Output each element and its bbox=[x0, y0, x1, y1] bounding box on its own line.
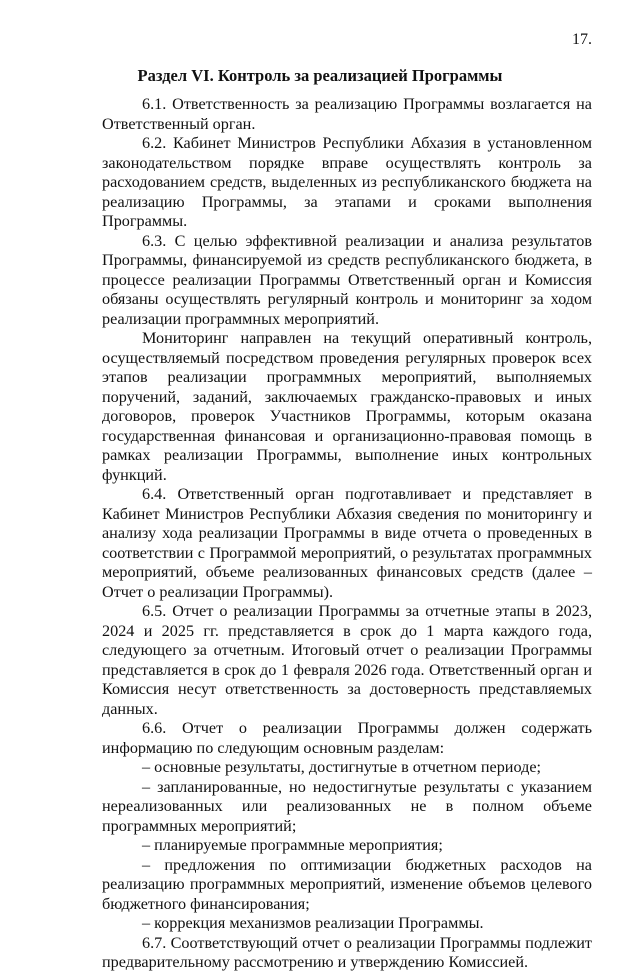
paragraph-6-1: 6.1. Ответственность за реализацию Программы возлагается на Ответственный орган. bbox=[102, 95, 592, 133]
list-item-proposals: – предложения по оптимизации бюджетных расходов на реализацию программных мероприятий, изменение объемов целевого бюджетного финансирования; bbox=[102, 855, 592, 913]
list-item-planned: – планируемые программные мероприятия; bbox=[142, 836, 443, 854]
list-item-correction: – коррекция механизмов реализации Программы. bbox=[142, 914, 484, 932]
paragraph-6-6: 6.6. Отчет о реализации Программы должен содержать информацию по следующим основным разделам: bbox=[102, 719, 592, 757]
list-item-results: – основные результаты, достигнутые в отчетном периоде; bbox=[142, 758, 541, 776]
page-number: 17. bbox=[572, 31, 592, 48]
paragraph-6-7: 6.7. Соответствующий отчет о реализации Программы подлежит предварительному рассмотрению и утверждению Комиссией. bbox=[102, 933, 592, 971]
paragraph-6-2: 6.2. Кабинет Министров Республики Абхазия в установленном законодательством порядке вправе осуществлять контроль за расходованием средств, выделенных из республиканского бюджета на реализацию Программы, за этапами и сроками выполнения Программы. bbox=[102, 134, 592, 230]
paragraph-6-3: 6.3. С целью эффективной реализации и анализа результатов Программы, финансируемой из средств республиканского бюджета, в процессе реализации Программы Ответственный орган и Комиссия обязаны осуществлять регулярный контроль и мониторинг за ходом реализации программных мероприятий. bbox=[102, 231, 592, 328]
document-body bbox=[102, 95, 592, 973]
paragraph-6-5: 6.5. Отчет о реализации Программы за отчетные этапы в 2023, 2024 и 2025 гг. представляется в срок до 1 марта каждого года, следующего за отчетным. Итоговый отчет о реализации Программы представляется в срок до 1 февраля 2026 года. Ответственный орган и Комиссия несут ответственность за достоверность представляемых данных. bbox=[102, 602, 592, 718]
section-title: Раздел VI. Контроль за реализацией Программы bbox=[137, 66, 503, 85]
list-item-unachieved: – запланированные, но недостигнутые результаты с указанием нереализованных или реализованных не в полном объеме программных мероприятий; bbox=[102, 777, 592, 835]
paragraph-6-4: 6.4. Ответственный орган подготавливает и представляет в Кабинет Министров Республики Абхазия сведения по мониторингу и анализу хода реализации Программы в виде отчета о проведенных в соответствии с Программой мероприятий, о результатах программных мероприятий, объеме реализованных финансовых средств (далее – Отчет о реализации Программы). bbox=[102, 485, 592, 601]
paragraph-monitoring: Мониторинг направлен на текущий оперативный контроль, осуществляемый посредством проведения регулярных проверок всех этапов реализации программных мероприятий, выполняемых поручений, заданий, заключаемых гражданско-правовых и иных договоров, проверок Участников Программы, которым оказана государственная финансовая и организационно-правовая помощь в рамках реализации Программы, выполнение иных контрольных функций. bbox=[102, 329, 592, 484]
